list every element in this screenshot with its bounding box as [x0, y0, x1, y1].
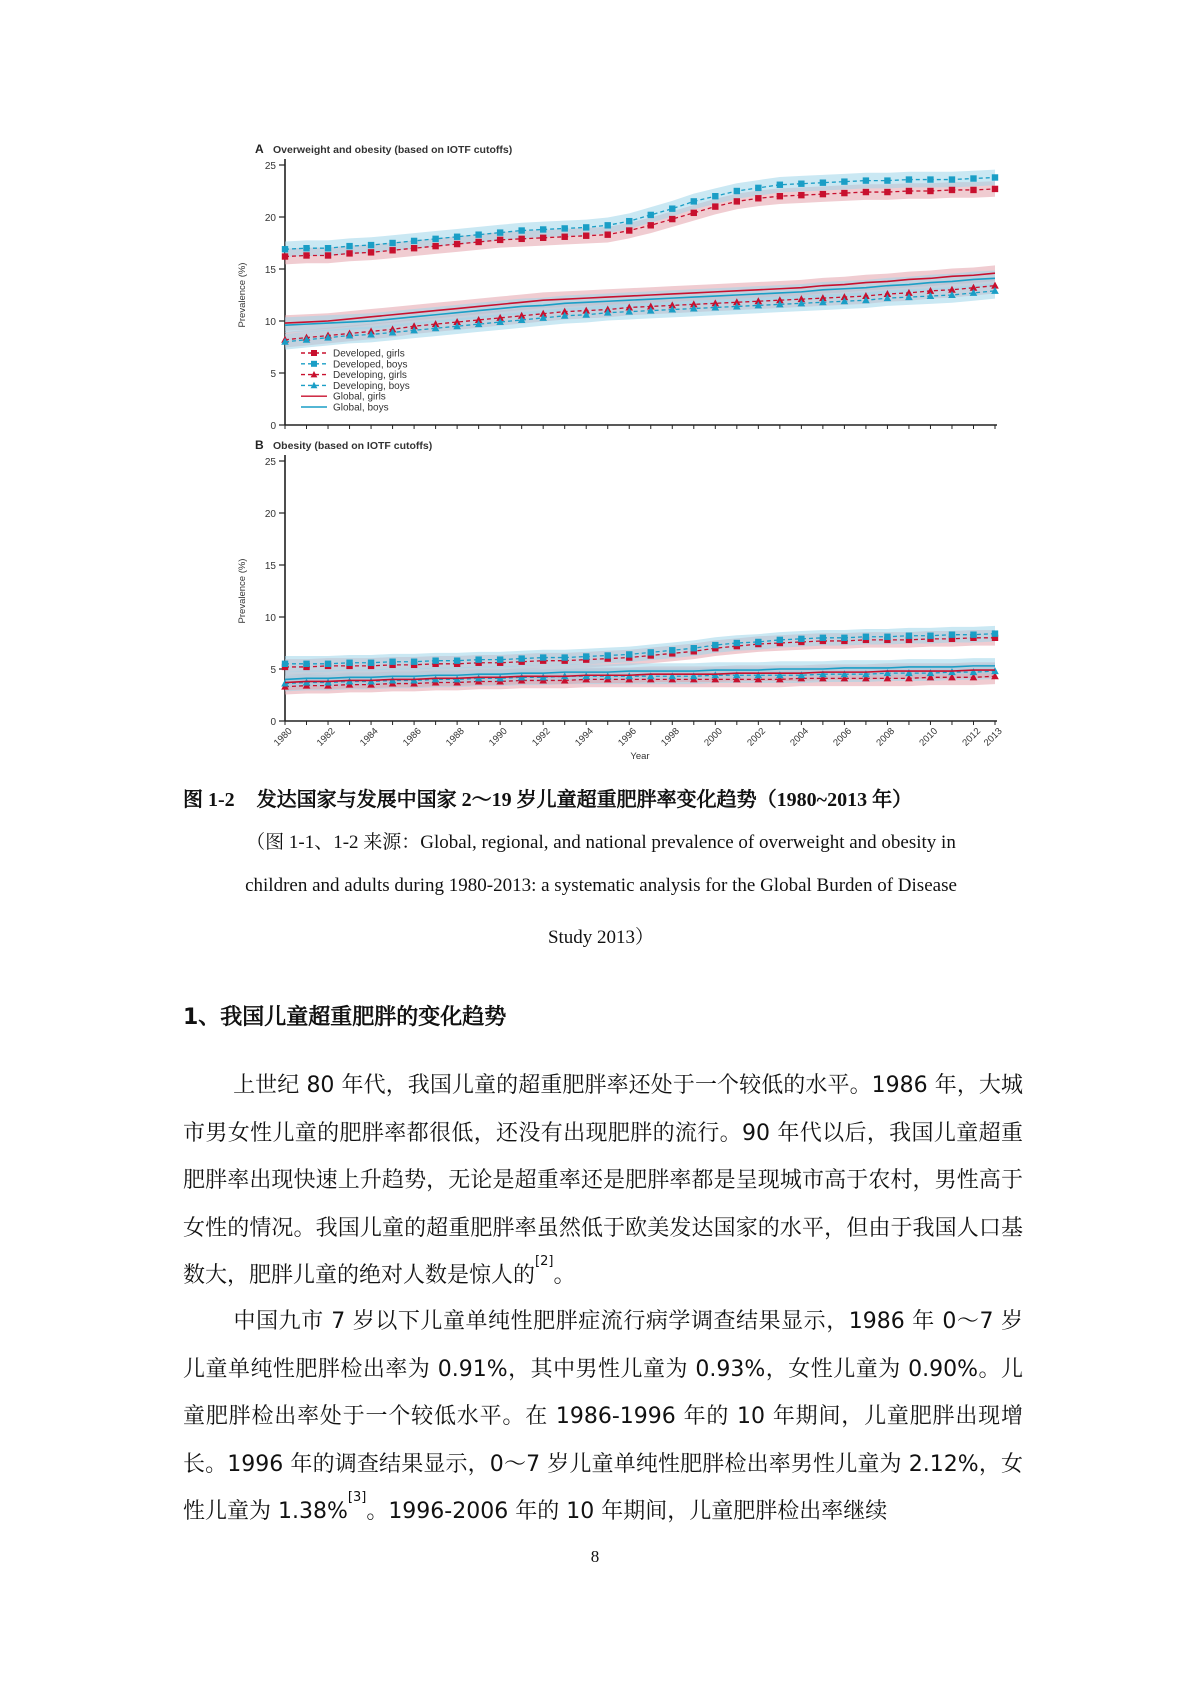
- point-developed-girls: [518, 236, 524, 242]
- point-developed-boys: [949, 176, 955, 182]
- x-tick-label: 2012: [960, 725, 984, 749]
- point-developed-boys: [734, 640, 740, 646]
- point-developed-girls: [583, 233, 589, 239]
- point-developed-girls: [626, 227, 632, 233]
- point-developed-boys: [325, 661, 331, 667]
- point-developed-boys: [540, 654, 546, 660]
- point-developed-boys: [282, 661, 288, 667]
- x-tick-label: 1992: [530, 725, 553, 749]
- point-developed-girls: [605, 231, 611, 237]
- y-tick-label: 0: [270, 717, 276, 728]
- point-developed-boys: [992, 174, 998, 180]
- point-developed-girls: [906, 188, 912, 194]
- point-developed-girls: [691, 210, 697, 216]
- point-developed-boys: [798, 636, 804, 642]
- legend: [301, 349, 410, 414]
- point-developed-boys: [518, 227, 524, 233]
- point-developed-girls: [841, 190, 847, 196]
- paragraph-2-end: 。1996-2006 年的 10 年期间，儿童肥胖检出率继续: [366, 1499, 888, 1524]
- point-developed-boys: [389, 240, 395, 246]
- point-developed-boys: [282, 246, 288, 252]
- point-developed-girls: [669, 216, 675, 222]
- source-line-1: （图 1-1、1-2 来源：Global, regional, and national prevalence of overweight and obesity in: [246, 832, 956, 853]
- paragraph-1-text: 上世纪 80 年代，我国儿童的超重肥胖率还处于一个较低的水平。1986 年，大城市男女性儿童的肥胖率都很低，还没有出现肥胖的流行。90 年代以后，我国儿童超重肥胖率出现快速上升趋势，无论是超重率还是肥胖率都是呈现城市高于农村，男性高于女性的情况。我国儿童的超重肥胖率虽然低于欧美发达国家的水平，但由于我国人口基数大，肥胖儿童的绝对人数是惊人的: [183, 1073, 1023, 1288]
- point-developed-boys: [411, 238, 417, 244]
- point-developed-girls: [755, 195, 761, 201]
- point-developed-girls: [325, 252, 331, 258]
- y-tick-label: 20: [264, 509, 276, 520]
- point-developed-boys: [777, 637, 783, 643]
- x-tick-label: 2008: [874, 725, 898, 749]
- point-developed-girls: [475, 239, 481, 245]
- point-developed-girls: [863, 189, 869, 195]
- x-tick-label: 1984: [357, 725, 381, 749]
- point-developed-girls: [992, 186, 998, 192]
- point-developed-boys: [561, 225, 567, 231]
- point-developed-girls: [432, 243, 438, 249]
- point-developed-boys: [605, 652, 611, 658]
- figure-title: 发达国家与发展中国家 2～19 岁儿童超重肥胖率变化趋势（1980~2013 年）: [256, 789, 913, 811]
- point-developed-boys: [992, 630, 998, 636]
- panel-a: [237, 143, 999, 432]
- x-tick-label: 2002: [745, 725, 768, 749]
- point-developed-boys: [497, 656, 503, 662]
- point-developed-boys: [820, 179, 826, 185]
- point-developed-girls: [927, 188, 933, 194]
- point-developed-boys: [475, 656, 481, 662]
- point-developed-boys: [841, 178, 847, 184]
- point-developed-boys: [432, 657, 438, 663]
- point-developed-boys: [626, 651, 632, 657]
- x-tick-label: 1986: [400, 725, 424, 749]
- point-developed-boys: [669, 647, 675, 653]
- legend-label: Developing, boys: [333, 380, 410, 392]
- point-developed-girls: [949, 187, 955, 193]
- panel-title: Overweight and obesity (based on IOTF cutoffs): [273, 144, 513, 156]
- y-tick-label: 15: [264, 265, 276, 276]
- y-tick-label: 20: [264, 213, 276, 224]
- panel-title: Obesity (based on IOTF cutoffs): [273, 440, 433, 452]
- paragraph-1-end: 。: [553, 1263, 576, 1288]
- point-developed-girls: [777, 193, 783, 199]
- point-developed-girls: [368, 249, 374, 255]
- citation-3: [3]: [347, 1490, 367, 1505]
- point-developed-girls: [303, 252, 309, 258]
- point-developed-boys: [884, 177, 890, 183]
- point-developed-girls: [734, 198, 740, 204]
- point-developed-boys: [970, 631, 976, 637]
- legend-marker: [311, 361, 317, 367]
- point-developed-boys: [906, 176, 912, 182]
- point-developed-girls: [884, 189, 890, 195]
- point-developed-boys: [755, 639, 761, 645]
- point-developed-boys: [691, 198, 697, 204]
- point-developed-boys: [970, 175, 976, 181]
- point-developed-boys: [303, 661, 309, 667]
- point-developed-boys: [906, 633, 912, 639]
- x-tick-label: 1982: [314, 725, 338, 749]
- point-developed-boys: [454, 657, 460, 663]
- legend-label: Global, boys: [333, 402, 389, 414]
- legend-label: Developed, boys: [333, 359, 408, 371]
- paragraph-2: [183, 1298, 1023, 1536]
- y-tick-label: 0: [270, 421, 276, 432]
- prevalence-line-charts: [225, 143, 1015, 763]
- point-developed-girls: [346, 250, 352, 256]
- point-developed-girls: [561, 234, 567, 240]
- point-developed-boys: [648, 649, 654, 655]
- point-developed-boys: [325, 245, 331, 251]
- point-developed-boys: [884, 634, 890, 640]
- point-developed-girls: [497, 237, 503, 243]
- legend-label: Developing, girls: [333, 370, 407, 382]
- legend-label: Developed, girls: [333, 348, 405, 360]
- point-developed-boys: [755, 185, 761, 191]
- point-developed-girls: [712, 203, 718, 209]
- point-developed-boys: [841, 635, 847, 641]
- panel-letter: A: [255, 143, 264, 156]
- point-developed-girls: [648, 222, 654, 228]
- y-tick-label: 10: [264, 613, 276, 624]
- source-line-2: children and adults during 1980-2013: a systematic analysis for the Global Burden of Disease: [245, 875, 957, 896]
- panel-b: [237, 438, 1005, 762]
- x-tick-label: 1996: [616, 725, 639, 749]
- y-tick-label: 5: [270, 369, 276, 380]
- point-developed-boys: [454, 234, 460, 240]
- point-developed-boys: [712, 642, 718, 648]
- point-developed-girls: [454, 241, 460, 247]
- y-tick-label: 10: [264, 317, 276, 328]
- point-developed-boys: [734, 188, 740, 194]
- point-developed-boys: [777, 182, 783, 188]
- point-developed-boys: [583, 653, 589, 659]
- point-developed-girls: [411, 245, 417, 251]
- paragraph-1: [183, 1062, 1023, 1300]
- point-developed-boys: [648, 212, 654, 218]
- point-developed-boys: [518, 655, 524, 661]
- point-developed-boys: [583, 224, 589, 230]
- point-developed-girls: [282, 253, 288, 259]
- legend-label: Global, girls: [333, 391, 386, 403]
- x-tick-label: 2006: [831, 725, 854, 749]
- point-developed-girls: [798, 192, 804, 198]
- x-tick-label: 2004: [788, 725, 811, 749]
- point-developed-girls: [970, 187, 976, 193]
- point-developed-boys: [605, 222, 611, 228]
- point-developed-boys: [411, 659, 417, 665]
- figure-caption: [183, 783, 912, 812]
- figure-number: 图 1-2: [183, 789, 235, 811]
- page-number: 8: [590, 1547, 600, 1566]
- point-developed-boys: [475, 231, 481, 237]
- x-tick-label: 1990: [487, 725, 510, 749]
- point-developed-boys: [798, 181, 804, 187]
- y-tick-label: 25: [264, 161, 276, 172]
- paragraph-2-text: 中国九市 7 岁以下儿童单纯性肥胖症流行病学调查结果显示，1986 年 0～7 岁儿童单纯性肥胖检出率为 0.91%，其中男性儿童为 0.93%，女性儿童为 0.90%。儿童肥胖检出率处于一个较低水平。在 1986-1996 年的 10 年期间，儿童肥胖出现增长。1996 年的调查结果显示，0～7 岁儿童单纯性肥胖检出率男性儿童为 2.12%，女性儿童为 1.38%: [183, 1309, 1023, 1524]
- legend-marker: [311, 350, 317, 356]
- y-tick-label: 5: [270, 665, 276, 676]
- figure-chart: [225, 143, 1015, 763]
- y-tick-label: 25: [264, 457, 276, 468]
- x-tick-label: 2013: [981, 725, 1005, 749]
- section-heading: 1、我国儿童超重肥胖的变化趋势: [183, 1005, 507, 1030]
- source-line-3: Study 2013）: [547, 927, 655, 948]
- point-developed-boys: [561, 654, 567, 660]
- x-tick-label: 1998: [659, 725, 682, 749]
- point-developed-boys: [927, 176, 933, 182]
- point-developed-boys: [368, 242, 374, 248]
- point-developed-boys: [669, 205, 675, 211]
- x-tick-label: 1980: [271, 725, 295, 749]
- y-tick-label: 15: [264, 561, 276, 572]
- x-tick-label: 1994: [573, 725, 596, 749]
- y-axis-label: Prevalence (%): [237, 558, 248, 624]
- point-developed-boys: [368, 660, 374, 666]
- point-developed-boys: [820, 635, 826, 641]
- point-developed-boys: [497, 229, 503, 235]
- point-developed-girls: [389, 247, 395, 253]
- point-developed-girls: [820, 191, 826, 197]
- x-axis-label: Year: [630, 751, 650, 762]
- point-developed-boys: [346, 660, 352, 666]
- x-tick-label: 2000: [702, 725, 725, 749]
- panel-letter: B: [255, 438, 264, 452]
- y-axis-label: Prevalence (%): [237, 262, 248, 328]
- point-developed-boys: [691, 645, 697, 651]
- point-developed-boys: [303, 245, 309, 251]
- x-tick-label: 1988: [443, 725, 467, 749]
- citation-2: [2]: [535, 1254, 554, 1269]
- point-developed-boys: [863, 177, 869, 183]
- point-developed-boys: [863, 634, 869, 640]
- point-developed-girls: [540, 235, 546, 241]
- point-developed-boys: [927, 633, 933, 639]
- x-tick-label: 2010: [917, 725, 941, 749]
- point-developed-boys: [626, 218, 632, 224]
- point-developed-boys: [540, 226, 546, 232]
- point-developed-boys: [949, 631, 955, 637]
- point-developed-boys: [432, 236, 438, 242]
- point-developed-boys: [346, 243, 352, 249]
- point-developed-boys: [712, 193, 718, 199]
- point-developed-boys: [389, 659, 395, 665]
